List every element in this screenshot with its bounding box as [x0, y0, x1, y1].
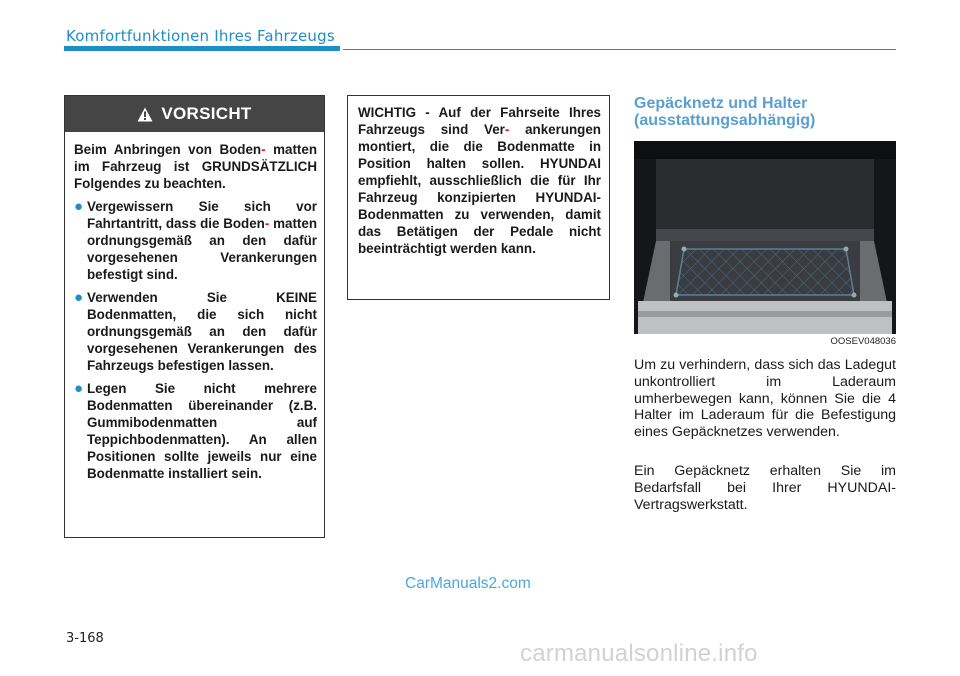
section-title: Gepäcknetz und Halter (ausstattungsabhängig)	[634, 95, 816, 129]
caution-title: VORSICHT	[161, 104, 252, 123]
caution-bullet: ● Verwenden Sie KEINE Bodenmatten, die sich nicht ordnungsgemäß an den dafür vorgesehenen Verankerungen des Fahrzeugs befestigen lassen.	[74, 289, 317, 373]
section-header-title: Komfortfunktionen Ihres Fahrzeugs	[66, 27, 335, 45]
caution-bullet: ● Legen Sie nicht mehrere Bodenmatten übereinander (z.B. Gummibodenmatten auf Teppichbodenmatten). An allen Positionen sollte jeweils nur eine Bodenmatte installiert sein.	[74, 380, 317, 481]
caution-bullet: ● Vergewissern Sie sich vor Fahrtantritt, dass die Boden- matten ordnungsgemäß an den dafür vorgesehenen Verankerungen befestigt sind.	[74, 198, 317, 282]
page-number: 3-168	[66, 631, 104, 646]
header-rule	[343, 49, 896, 50]
bullet-dot-icon: ●	[74, 198, 84, 215]
cargo-net-photo	[634, 141, 896, 334]
image-code: OOSEV048036	[830, 336, 896, 347]
footer-watermark: carmanualsonline.info	[520, 640, 758, 667]
caution-header	[65, 96, 324, 132]
warning-triangle-icon	[137, 107, 153, 122]
caution-intro: Beim Anbringen von Boden- matten im Fahrzeug ist GRUNDSÄTZLICH Folgendes zu beachten.	[74, 142, 317, 191]
body-paragraph: Ein Gepäcknetz erhalten Sie im Bedarfsfall bei Ihrer HYUNDAI-Vertragswerkstatt.	[634, 463, 896, 513]
body-paragraph: Um zu verhindern, dass sich das Ladegut unkontrolliert im Laderaum umherbewegen kann, können Sie die 4 Halter im Laderaum für die Befestigung eines Gepäcknetzes verwenden.	[634, 357, 896, 441]
header-accent-bar	[64, 46, 340, 51]
bullet-dot-icon: ●	[74, 289, 84, 306]
caution-body	[65, 132, 324, 482]
important-note-box: WICHTIG - Auf der Fahrseite Ihres Fahrzeugs sind Ver- ankerungen montiert, die die Bodenmatte in Position halten sollen. HYUNDAI empfiehlt, ausschließlich die für Ihr Fahrzeug konzipierten HYUNDAI-Bodenmatten zu verwenden, damit das Betätigen der Pedale nicht beeinträchtigt werden kann.	[347, 95, 610, 300]
caution-box	[64, 95, 325, 538]
bullet-dot-icon: ●	[74, 380, 84, 397]
watermark-link[interactable]: CarManuals2.com	[405, 575, 531, 592]
